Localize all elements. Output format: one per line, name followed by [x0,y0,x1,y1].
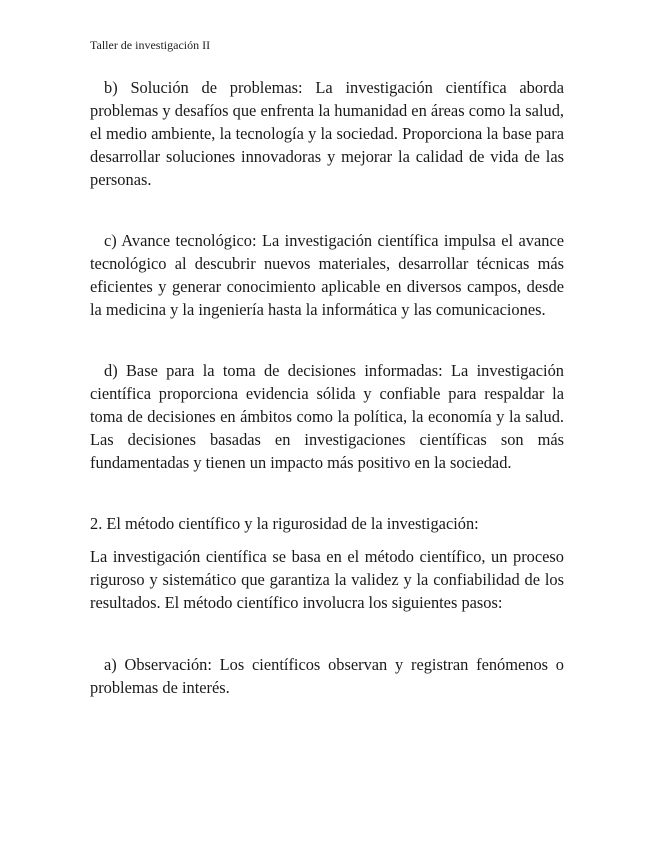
paragraph-toma-decisiones: d) Base para la toma de decisiones informadas: La investigación científica proporciona evidencia sólida y confiable para respaldar la toma de decisiones en ámbitos como la política, la economía y la salud. Las decisiones basadas en investigaciones científicas son más fundamentadas y tienen un impacto más positivo en la sociedad. [90,361,564,472]
section-heading: 2. El método científico y la rigurosidad de la investigación: [90,514,479,533]
paragraph-observacion: a) Observación: Los científicos observan y registran fenómenos o problemas de interés. [90,655,564,697]
paragraph-solucion-problemas: b) Solución de problemas: La investigación científica aborda problemas y desafíos que enfrenta la humanidad en áreas como la salud, el medio ambiente, la tecnología y la sociedad. Proporciona la base para desarrollar soluciones innovadoras y mejorar la calidad de vida de las personas. [90,78,564,189]
running-header: Taller de investigación II [90,38,211,52]
page-content [90,76,564,699]
paragraph-metodo-cientifico: La investigación científica se basa en el método científico, un proceso riguroso y sistemático que garantiza la validez y la confiabilidad de los resultados. El método científico involucra los siguientes pasos: [90,547,564,612]
paragraph-avance-tecnologico: c) Avance tecnológico: La investigación científica impulsa el avance tecnológico al descubrir nuevos materiales, desarrollar técnicas más eficientes y generar conocimiento aplicable en diversos campos, desde la medicina y la ingeniería hasta la informática y las comunicaciones. [90,231,564,319]
